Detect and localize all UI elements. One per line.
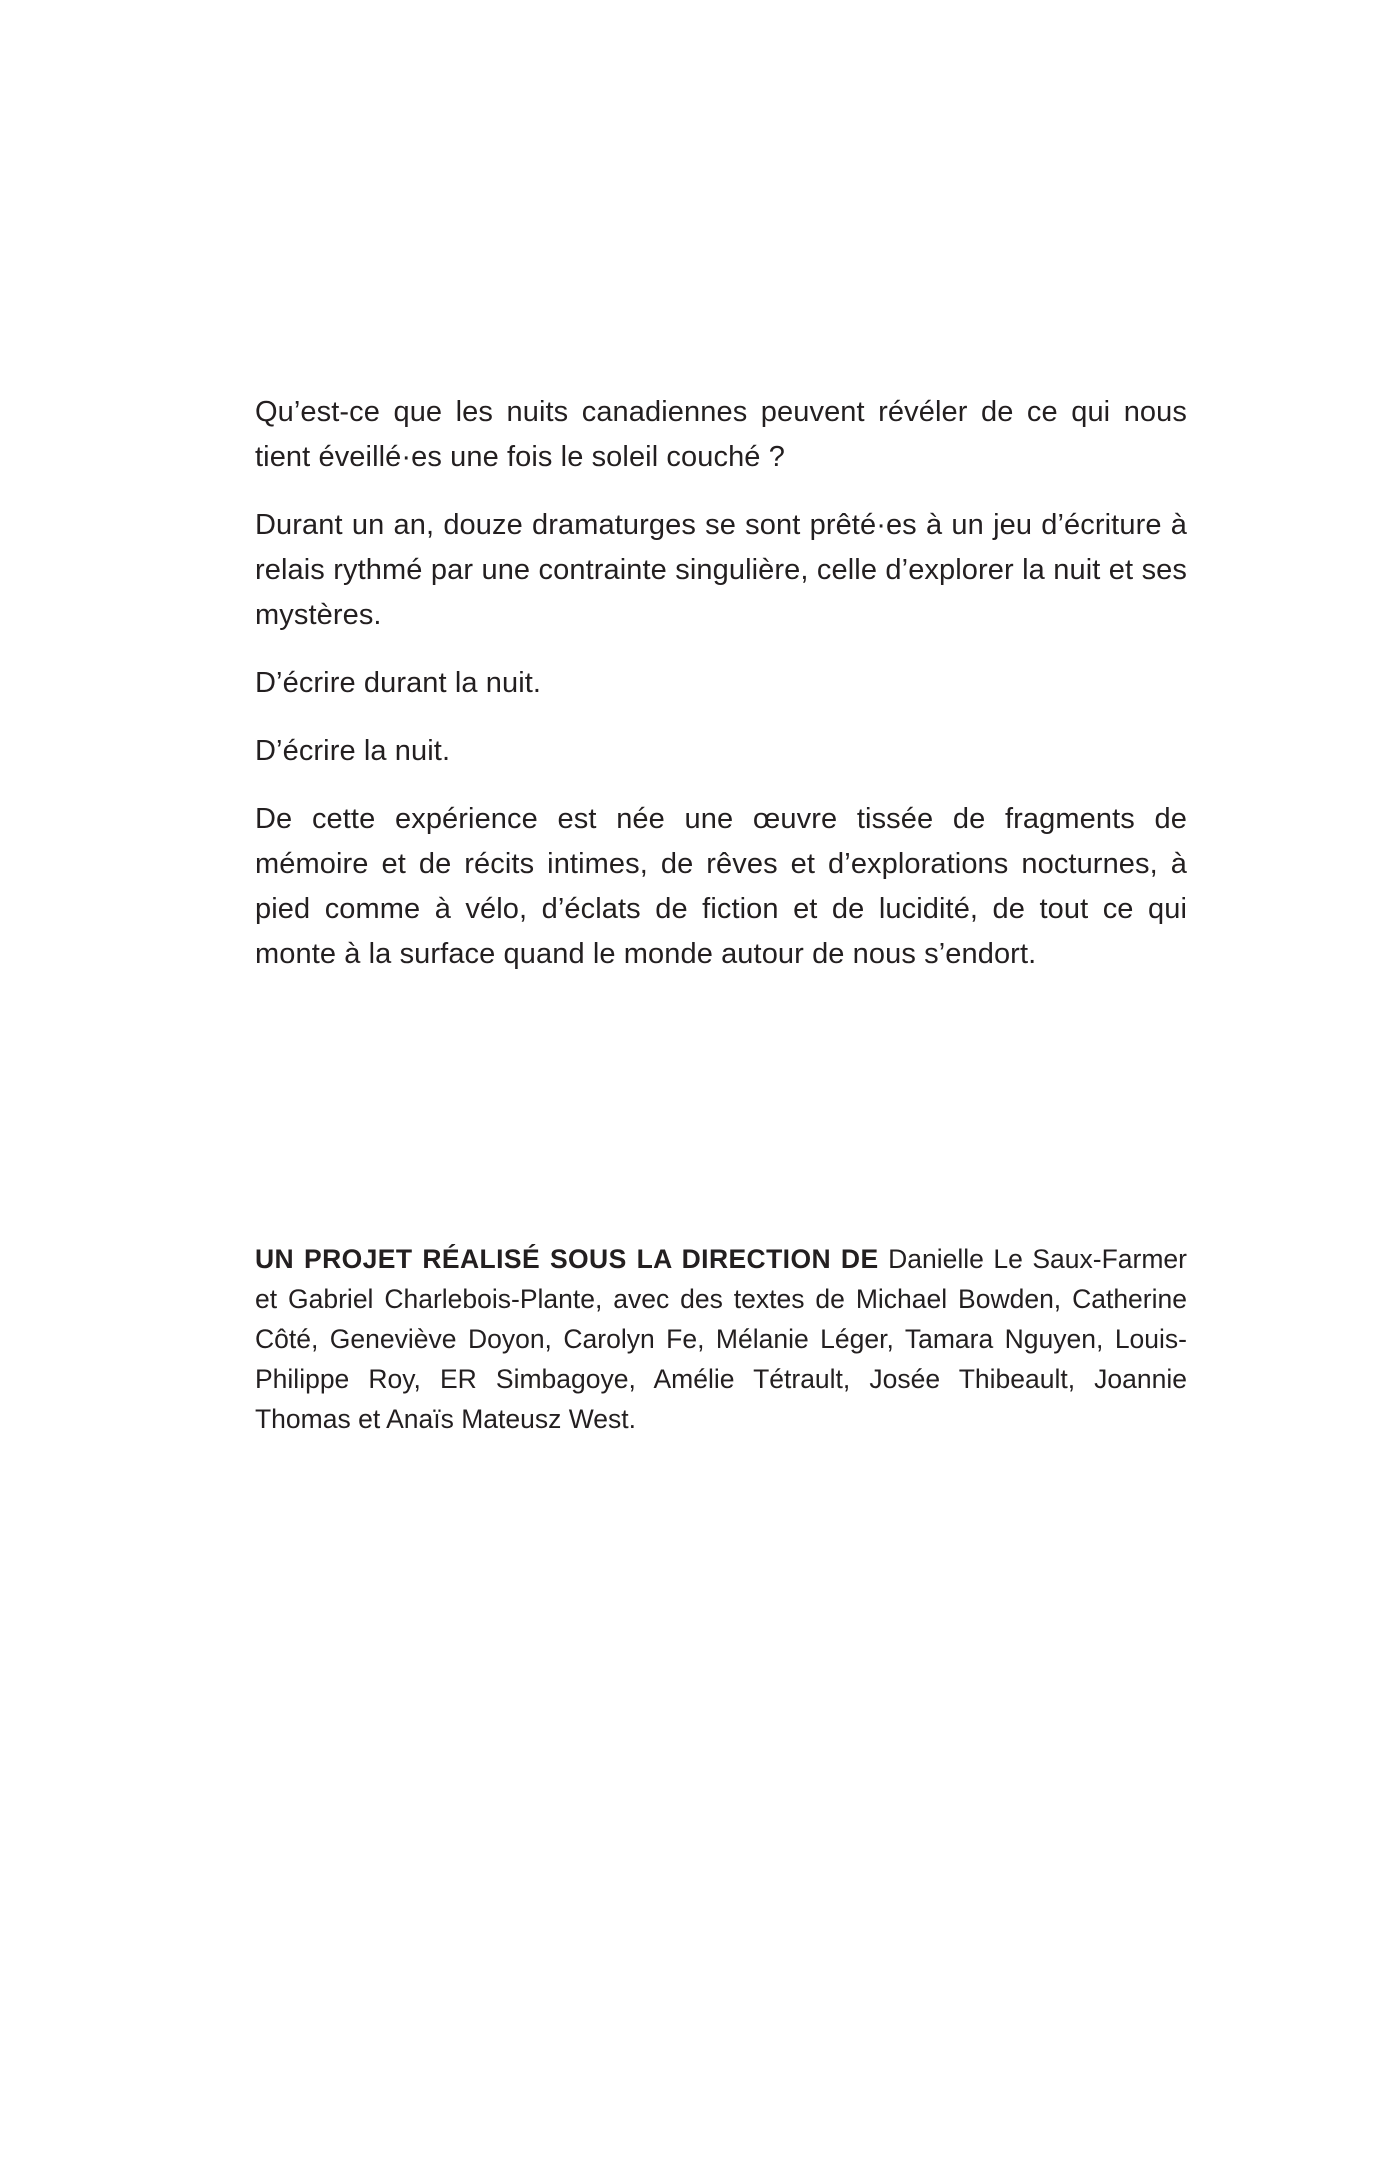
credits-text: Danielle Le Saux-Farmer et Gabriel Charlebois-Plante, avec des textes de Michael Bowden, Catherine Côté, Geneviève Doyon, Carolyn Fe, Mélanie Léger, Tamara Nguyen, Louis-Philippe Roy, ER Simbagoye, Amélie Tétrault, Josée Thibeault, Joannie Thomas et Anaïs Mateusz West. xyxy=(255,1244,1187,1434)
credits-lead: UN PROJET RÉALISÉ SOUS LA DIRECTION DE xyxy=(255,1244,879,1274)
synopsis-block xyxy=(255,390,1187,977)
synopsis-paragraph: Durant un an, douze dramaturges se sont prêté·es à un jeu d’écriture à relais rythmé par une contrainte singulière, celle d’explorer la nuit et ses mystères. xyxy=(255,509,1187,631)
credits-block xyxy=(255,1239,1187,1439)
book-page xyxy=(255,390,1187,1439)
synopsis-paragraph: De cette expérience est née une œuvre tissée de fragments de mémoire et de récits intimes, de rêves et d’explorations nocturnes, à pied comme à vélo, d’éclats de fiction et de lucidité, de tout ce qui monte à la surface quand le monde autour de nous s’endort. xyxy=(255,803,1187,970)
credits-paragraph xyxy=(255,1239,1187,1439)
synopsis-paragraph: Qu’est-ce que les nuits canadiennes peuvent révéler de ce qui nous tient éveillé·es une fois le soleil couché ? xyxy=(255,396,1187,473)
synopsis-paragraph: D’écrire la nuit. xyxy=(255,735,451,767)
synopsis-paragraph: D’écrire durant la nuit. xyxy=(255,667,542,699)
